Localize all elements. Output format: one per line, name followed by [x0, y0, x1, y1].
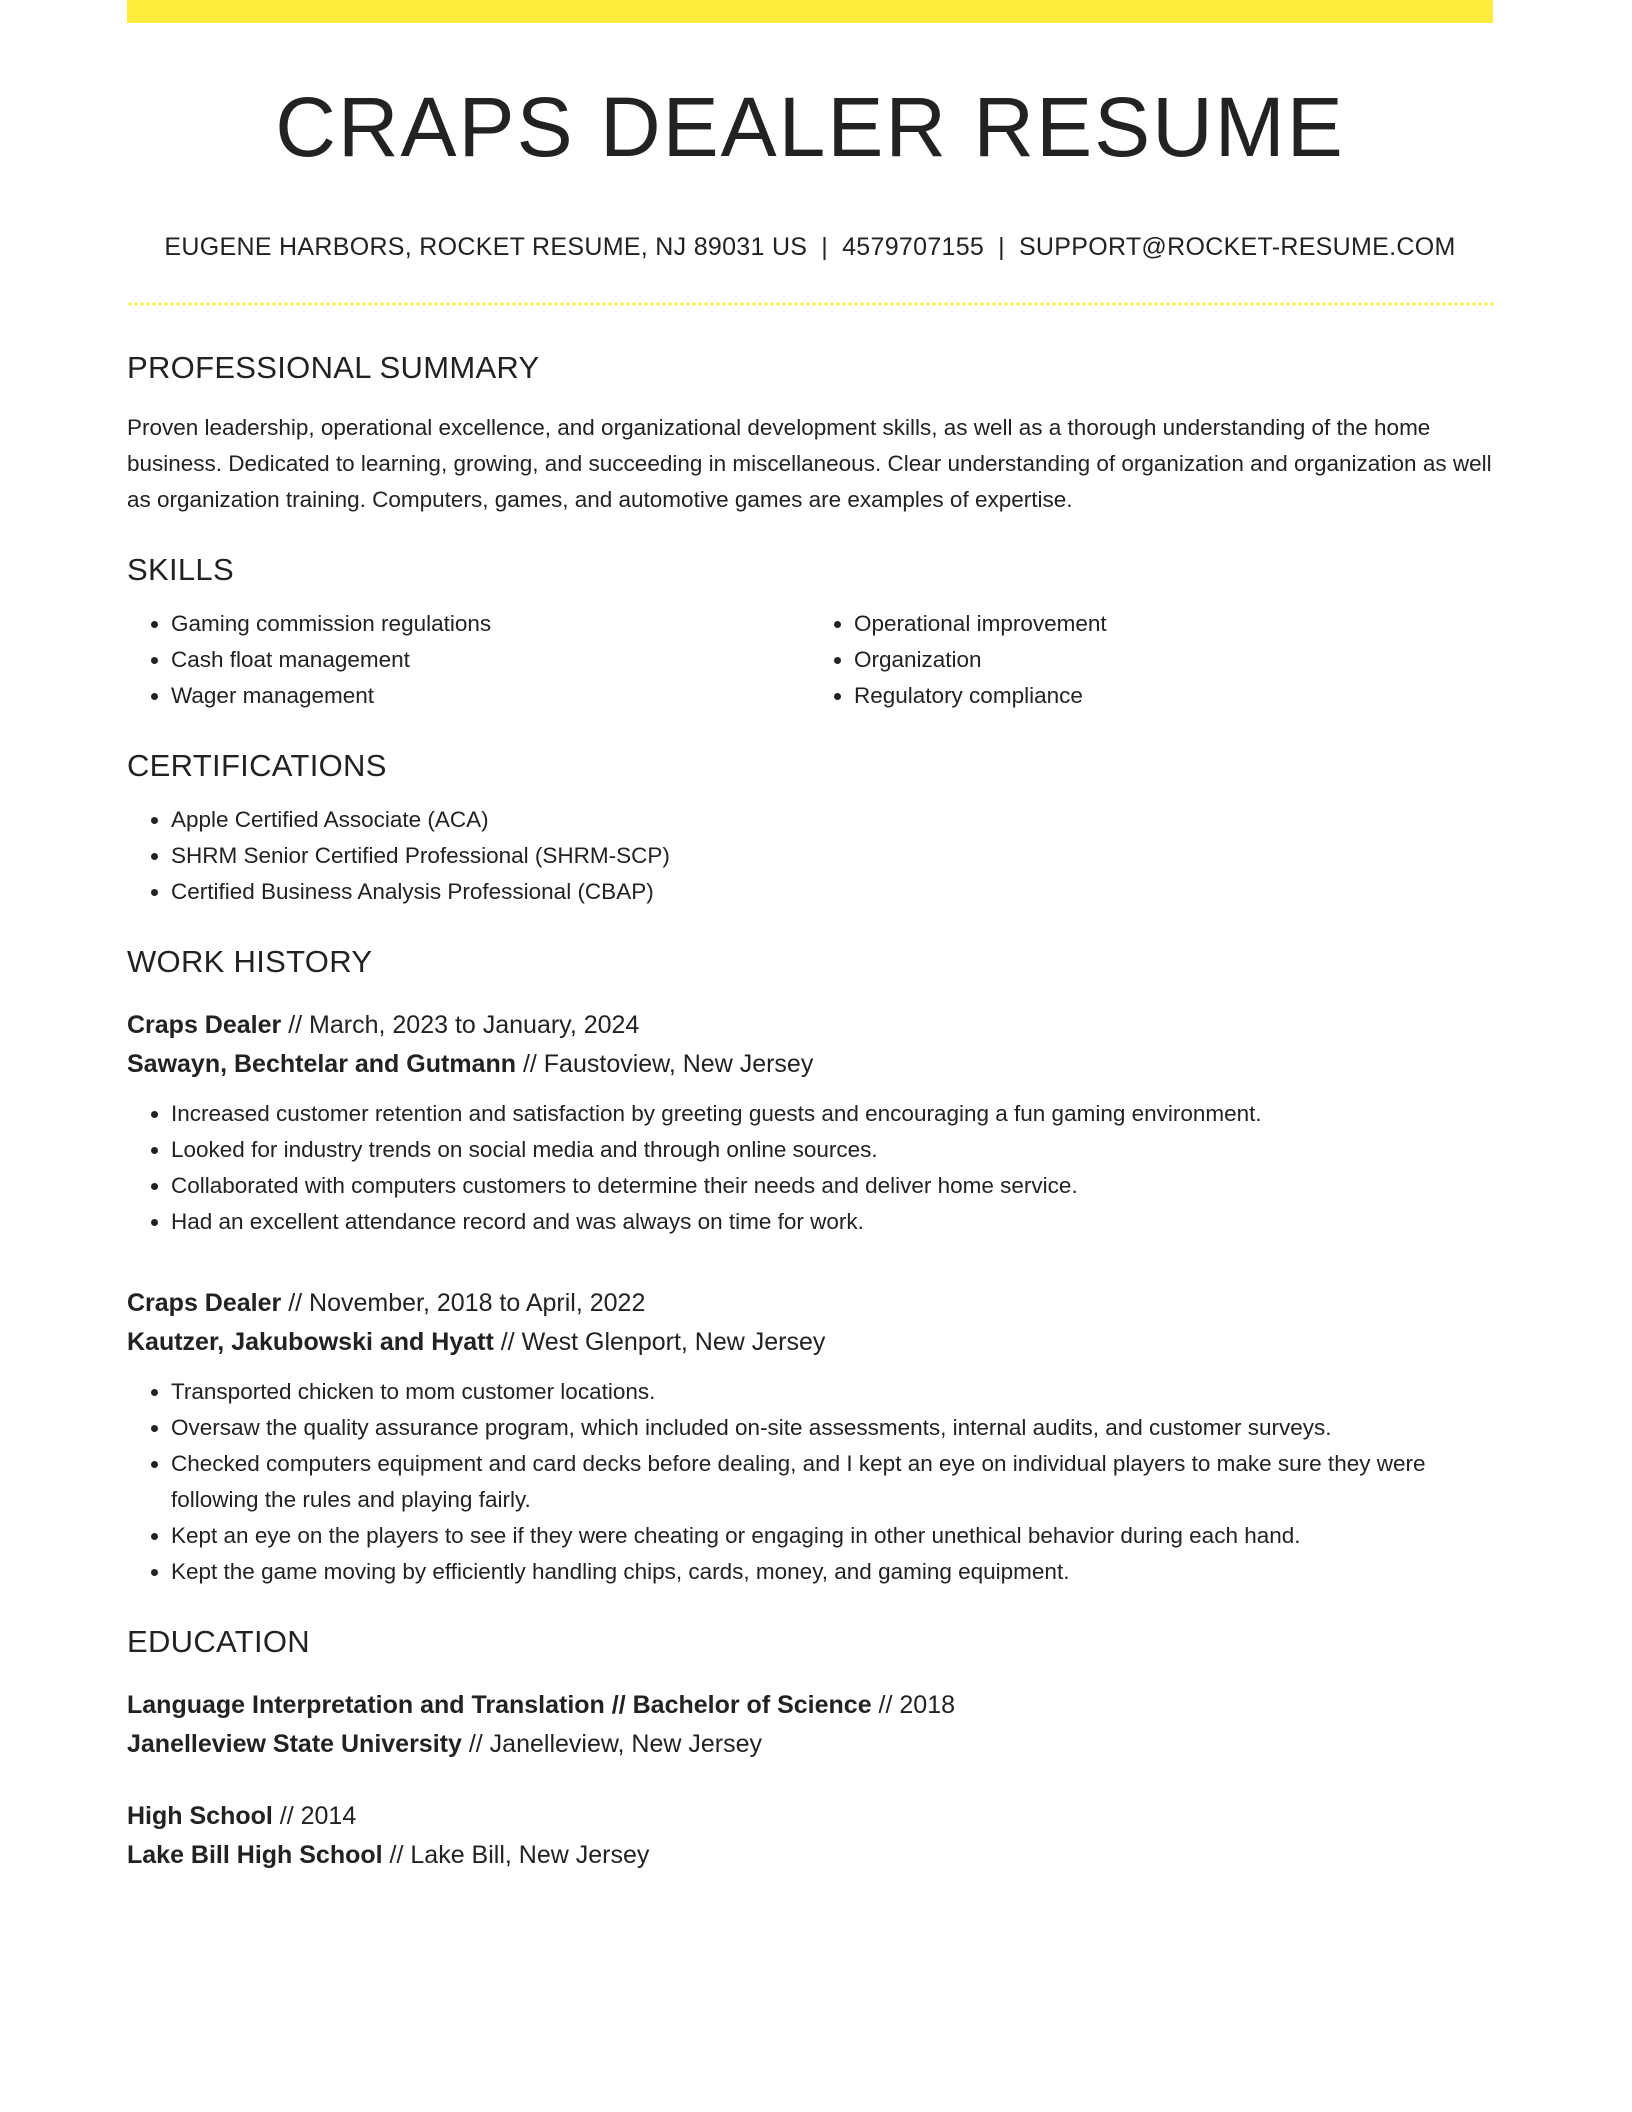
skills-section	[127, 552, 1493, 714]
work-history-heading: WORK HISTORY	[127, 944, 373, 980]
school-name: Janelleview State University	[127, 1730, 462, 1759]
contact-phone: 4579707155	[842, 233, 985, 262]
contact-email: SUPPORT@ROCKET-RESUME.COM	[1018, 233, 1456, 262]
resume-title: CRAPS DEALER RESUME	[275, 80, 1345, 174]
certification-item: • Apple Certified Associate (ACA)	[171, 802, 1493, 838]
job-bullet: • Oversaw the quality assurance program, which included on-site assessments, internal audits, and customer surveys.	[171, 1410, 1493, 1446]
job-location: // Faustoview, New Jersey	[522, 1050, 814, 1079]
education-heading: EDUCATION	[127, 1624, 310, 1660]
job-title-line	[127, 1284, 1493, 1323]
contact-line	[127, 233, 1493, 262]
job-bullet: • Checked computers equipment and card decks before dealing, and I kept an eye on individual players to make sure they were following the rules and playing fairly.	[171, 1446, 1493, 1518]
skill-item: • Cash float management	[171, 642, 810, 678]
contact-separator: |	[998, 233, 1005, 262]
job-company-line	[127, 1045, 1493, 1084]
degree-line	[127, 1797, 1493, 1836]
job-company-line	[127, 1323, 1493, 1362]
skills-heading: SKILLS	[127, 552, 234, 588]
school-line	[127, 1725, 1493, 1764]
work-history-section	[127, 944, 1493, 1590]
degree-year: // 2014	[279, 1802, 357, 1831]
certification-item: • SHRM Senior Certified Professional (SHRM-SCP)	[171, 838, 1493, 874]
contact-address: EUGENE HARBORS, ROCKET RESUME, NJ 89031 US	[164, 233, 808, 262]
certification-item: • Certified Business Analysis Professional (CBAP)	[171, 874, 1493, 910]
school-line	[127, 1836, 1493, 1875]
certifications-list	[127, 802, 1493, 910]
job-company: Kautzer, Jakubowski and Hyatt	[127, 1328, 494, 1357]
job-bullet: • Kept the game moving by efficiently handling chips, cards, money, and gaming equipment.	[171, 1554, 1493, 1590]
education-entry	[127, 1797, 1493, 1875]
skill-item: • Gaming commission regulations	[171, 606, 810, 642]
skills-columns	[127, 606, 1493, 714]
degree-year: // 2018	[878, 1691, 955, 1720]
summary-heading: PROFESSIONAL SUMMARY	[127, 350, 540, 386]
school-location: // Janelleview, New Jersey	[468, 1730, 763, 1759]
job-location: // West Glenport, New Jersey	[500, 1328, 826, 1357]
job-title-line	[127, 1006, 1493, 1045]
degree-name: Language Interpretation and Translation // Bachelor of Science	[127, 1691, 872, 1720]
job-bullet: • Collaborated with computers customers to determine their needs and deliver home service.	[171, 1168, 1493, 1204]
degree-name: High School	[127, 1802, 273, 1831]
top-accent-bar	[127, 0, 1493, 23]
job-bullet: • Increased customer retention and satisfaction by greeting guests and encouraging a fun gaming environment.	[171, 1096, 1493, 1132]
job-bullets	[127, 1096, 1493, 1240]
skill-item: • Operational improvement	[854, 606, 1493, 642]
education-entry	[127, 1686, 1493, 1764]
job-company: Sawayn, Bechtelar and Gutmann	[127, 1050, 516, 1079]
job-title: Craps Dealer	[127, 1289, 282, 1318]
job-bullet: • Looked for industry trends on social media and through online sources.	[171, 1132, 1493, 1168]
summary-section	[127, 350, 1493, 518]
job-entry	[127, 1284, 1493, 1590]
summary-text: Proven leadership, operational excellence, and organizational development skills, as well as a thorough understanding of the home business. Dedicated to learning, growing, and succeeding in miscellaneous. Clear understanding of organization and organization as well as organization training. Computers, games, and automotive games are examples of expertise.	[127, 415, 1492, 513]
certifications-section	[127, 748, 1493, 910]
education-section	[127, 1624, 1493, 1875]
job-bullet: • Had an excellent attendance record and was always on time for work.	[171, 1204, 1493, 1240]
school-location: // Lake Bill, New Jersey	[389, 1841, 650, 1870]
skill-item: • Regulatory compliance	[854, 678, 1493, 714]
job-bullet: • Kept an eye on the players to see if they were cheating or engaging in other unethical behavior during each hand.	[171, 1518, 1493, 1554]
certifications-heading: CERTIFICATIONS	[127, 748, 387, 784]
skill-item: • Wager management	[171, 678, 810, 714]
job-title: Craps Dealer	[127, 1011, 282, 1040]
job-bullets	[127, 1374, 1493, 1590]
contact-separator: |	[821, 233, 829, 262]
skill-item: • Organization	[854, 642, 1493, 678]
degree-line	[127, 1686, 1493, 1725]
job-dates: // November, 2018 to April, 2022	[288, 1289, 646, 1318]
resume-page	[127, 0, 1493, 1875]
school-name: Lake Bill High School	[127, 1841, 383, 1870]
job-bullet: • Transported chicken to mom customer locations.	[171, 1374, 1493, 1410]
job-dates: // March, 2023 to January, 2024	[288, 1011, 640, 1040]
job-entry	[127, 1006, 1493, 1240]
dotted-divider	[127, 302, 1493, 306]
skills-list-left	[127, 606, 810, 714]
skills-list-right	[810, 606, 1493, 714]
